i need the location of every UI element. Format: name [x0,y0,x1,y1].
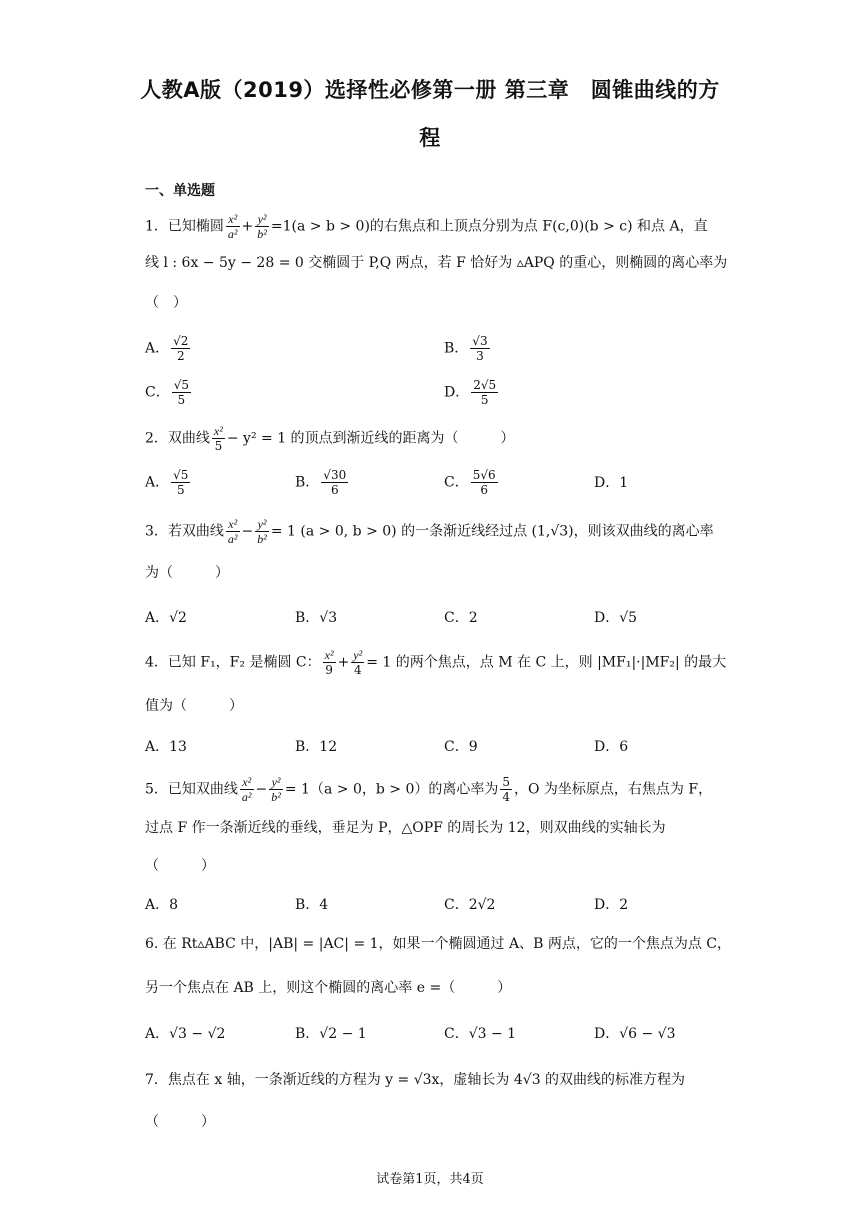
page-title-line2: 程 [419,126,441,150]
question-7-line-2: （ ） [145,1114,215,1130]
page-footer: 试卷第1页，共4页 [376,1172,484,1187]
question-5-line-1: 5．已知双曲线 $\frac{\text{x²}}{\text{a²}}$ − $\frac{\text{y²}}{\text{b²}}$ = 1（a > 0，b > 0）的离心率为 $\frac{5}{4}$ ，O 为坐标原点，右焦点为 F， [145,775,713,804]
q5-option-b: B．4 [295,897,329,913]
q6-option-d: D．√6 − √3 [594,1026,676,1042]
question-5-line-3: （ ） [145,858,215,874]
q2-option-d: D．1 [594,475,629,491]
q1-option-a: A． $\frac{√2}{2}$ [145,334,189,363]
q5-option-c: C．2√2 [444,897,496,913]
q3-option-d: D．√5 [594,610,638,626]
q3-option-c: C．2 [444,610,478,626]
q6-option-b: B．√2 − 1 [295,1026,367,1042]
question-1-line-3: （ ） [145,295,187,311]
question-6-line-2: 另一个焦点在 AB 上，则这个椭圆的离心率 e =（ ） [145,980,512,996]
q1-text-a: 1．已知椭圆 [145,218,224,235]
question-3-line-1: 3．若双曲线 $\frac{\text{x²}}{\text{a²}}$ − $\frac{\text{y²}}{\text{b²}}$ = 1 (a > 0, b > 0) 的一条渐近线经过点 (1,√3)，则该双曲线的离心率 [145,517,714,546]
q1-text-b: =1(a > b > 0)的右焦点和上顶点分别为点 F(c,0)(b > c) 和点 A，直 [270,218,708,235]
page-title-line1: 人教A版（2019）选择性必修第一册 第三章 圆锥曲线的方 [140,78,720,102]
q1-plus: + [241,218,254,235]
question-1-line-1 [145,212,708,241]
question-7-line-1: 7．焦点在 x 轴，一条渐近线的方程为 y = √3x，虚轴长为 4√3 的双曲线的标准方程为 [145,1072,686,1088]
q1-frac-y: $\frac{\text{y²}}{\text{b²}}$ [257,212,267,241]
q5-option-a: A．8 [145,897,179,913]
q6-option-c: C．√3 − 1 [444,1026,517,1042]
q3-option-b: B．√3 [295,610,338,626]
question-6-line-1: 6. 在 Rt▵ABC 中，|AB| = |AC| = 1，如果一个椭圆通过 A、B 两点，它的一个焦点为点 C， [145,936,731,952]
q3-option-a: A．√2 [145,610,187,626]
q4-option-b: B．12 [295,739,338,755]
q1-frac-x: $\frac{\text{x²}}{\text{a²}}$ [227,212,238,241]
q5-option-d: D．2 [594,897,629,913]
q1-option-d: D． $\frac{2√5}{5}$ [444,378,497,407]
question-4-line-2: 值为（ ） [145,698,243,714]
q2-option-c: C． $\frac{5√6}{6}$ [444,468,496,497]
question-3-line-2: 为（ ） [145,565,229,581]
question-2-line-1: 2．双曲线 $\frac{\text{x²}}{5}$ − y² = 1 的顶点到渐近线的距离为（ ） [145,424,515,453]
q4-option-c: C．9 [444,739,478,755]
q1-option-c: C． $\frac{√5}{5}$ [145,378,189,407]
q4-option-a: A．13 [145,739,187,755]
question-4-line-1: 4．已知 F₁，F₂ 是椭圆 C： $\frac{\text{x²}}{9}$ + $\frac{\text{y²}}{4}$ = 1 的两个焦点，点 M 在 C 上，则 |MF₁|·|MF₂| 的最大 [145,648,727,677]
q4-option-d: D．6 [594,739,629,755]
q1-option-b: B． $\frac{√3}{3}$ [444,334,488,363]
question-5-line-2: 过点 F 作一条渐近线的垂线，垂足为 P，△OPF 的周长为 12，则双曲线的实轴长为 [145,820,666,836]
q6-option-a: A．√3 − √2 [145,1026,226,1042]
question-1-line-2: 线 l : 6x − 5y − 28 = 0 交椭圆于 P,Q 两点，若 F 恰好为 ▵APQ 的重心，则椭圆的离心率为 [145,255,728,271]
q2-option-b: B． $\frac{√30}{6}$ [295,468,347,497]
section-heading: 一、单选题 [145,183,215,199]
q2-option-a: A． $\frac{√5}{5}$ [145,468,189,497]
